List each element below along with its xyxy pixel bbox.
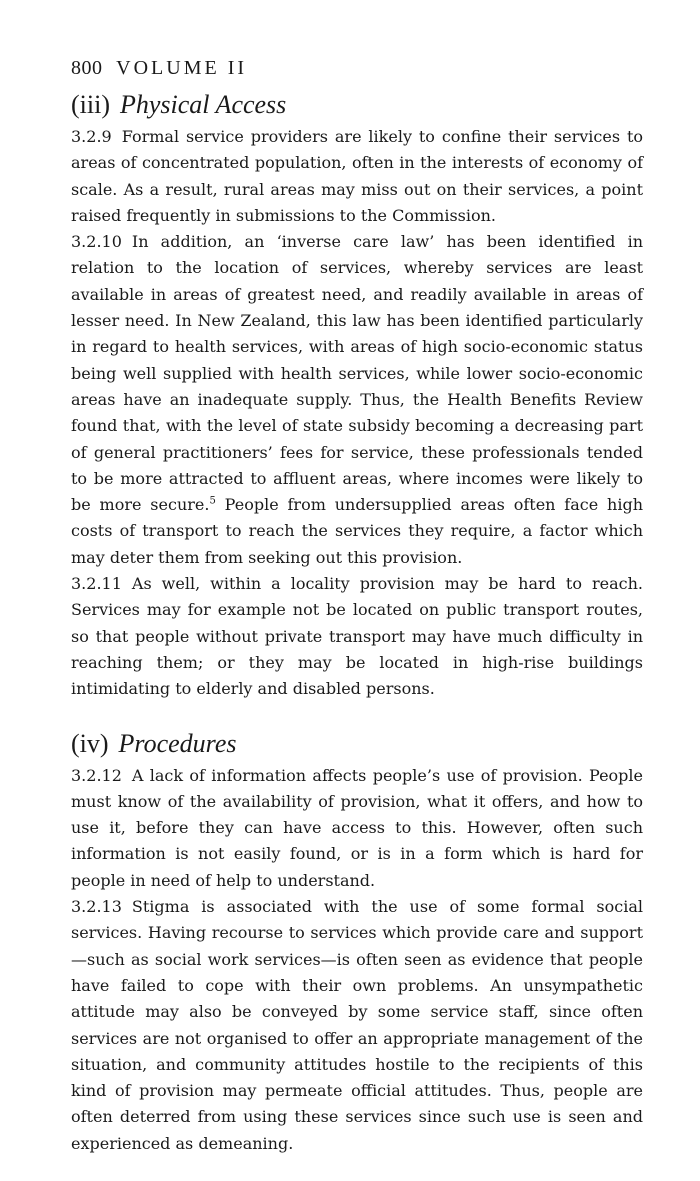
- section-spacer: [71, 703, 643, 727]
- running-head: [71, 54, 643, 82]
- paragraph-text: Formal service providers are likely to confine their services to areas of concentrated population, often in the interests of economy of scale. As a result, rural areas may miss out on their services, a point raised frequently in submissions to the Commission.: [71, 127, 643, 225]
- paragraph-text: A lack of information affects people’s use of provision. People must know of the availability of provision, what it offers, and how to use it, before they can have access to this. However, often such information is not easily found, or is in a form which is hard for people in need of help to understand.: [71, 765, 643, 890]
- paragraph-number: 3.2.12: [71, 765, 122, 785]
- paragraph-3-2-12: [71, 763, 643, 894]
- section-numeral: (iv): [71, 728, 109, 758]
- page-number: 800: [71, 57, 103, 79]
- volume-label: VOLUME II: [116, 57, 248, 79]
- section-title: Physical Access: [120, 90, 287, 119]
- paragraph-number: 3.2.13: [71, 897, 122, 917]
- section-heading-procedures: [71, 727, 643, 761]
- paragraph-3-2-9: [71, 124, 643, 229]
- paragraph-text-continued: People from undersupplied areas often face high costs of transport to reach the services they require, a factor which may deter them from seeking out this provision.: [71, 495, 644, 567]
- paragraph-number: 3.2.9: [71, 127, 112, 146]
- section-heading-physical-access: [71, 88, 643, 122]
- paragraph-3-2-11: [71, 571, 643, 702]
- document-page: [71, 54, 643, 1157]
- paragraph-text: In addition, an ‘inverse care law’ has been identified in relation to the location of services, whereby services are least available in areas of greatest need, and readily available in areas of lesser need. In New Zealand, this law has been identified particularly in regard to health services, with areas of high socio-economic status being well supplied with health services, while lower socio-economic areas have an inadequate supply. Thus, the Health Benefits Review found that, with the level of state subsidy becoming a decreasing part of general practitioners’ fees for service, these professionals tended to be more attracted to affluent areas, where incomes were likely to be more secure.: [71, 232, 643, 515]
- paragraph-number: 3.2.10: [71, 232, 122, 252]
- paragraph-text: As well, within a locality provision may be hard to reach. Services may for example not be located on public transport routes, so that people without private transport may have much difficulty in reaching them; or they may be located in high-rise buildings intimidating to elderly and disabled persons.: [71, 574, 643, 699]
- paragraph-text: Stigma is associated with the use of some formal social services. Having recourse to services which provide care and support—such as social work services—is often seen as evidence that people have failed to cope with their own problems. An unsympathetic attitude may also be conveyed by some service staff, since often services are not organised to offer an appropriate management of the situation, and community attitudes hostile to the recipients of this kind of provision may permeate official attitudes. Thus, people are often deterred from using these services since such use is seen and experienced as demeaning.: [71, 897, 643, 1153]
- section-numeral: (iii): [71, 90, 110, 119]
- paragraph-3-2-10: [71, 229, 643, 571]
- paragraph-number: 3.2.11: [71, 574, 122, 594]
- footnote-reference[interactable]: 5: [209, 495, 216, 507]
- section-title: Procedures: [118, 728, 237, 758]
- paragraph-3-2-13: [71, 894, 643, 1157]
